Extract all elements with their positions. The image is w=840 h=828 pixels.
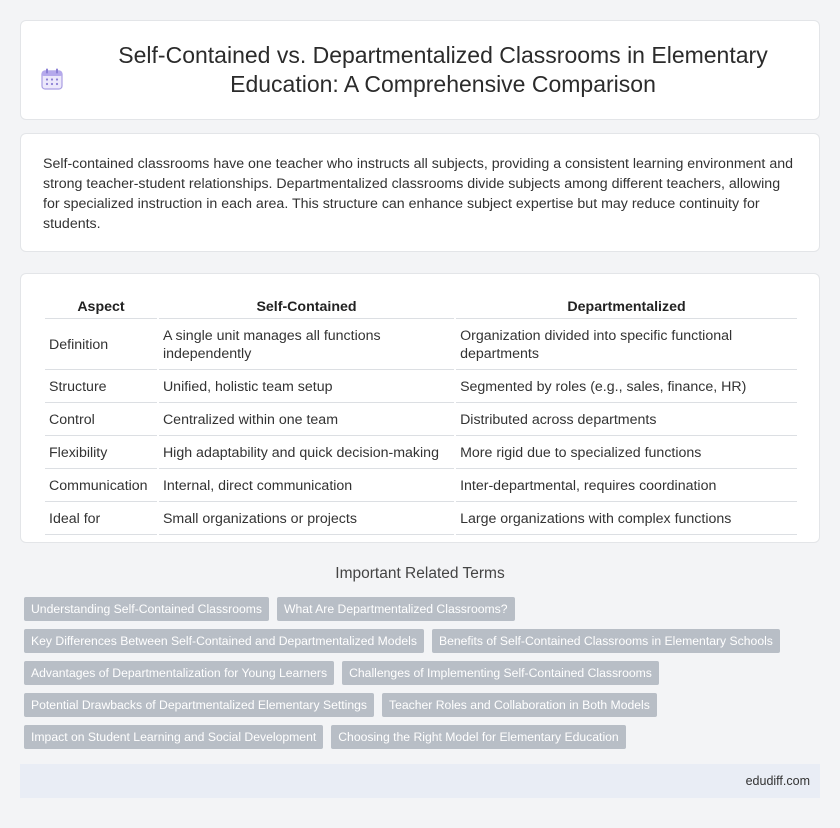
related-term-tag[interactable]: Benefits of Self-Contained Classrooms in Elementary Schools bbox=[432, 629, 780, 653]
related-term-tag[interactable]: Advantages of Departmentalization for Young Learners bbox=[24, 661, 334, 685]
title-card bbox=[20, 20, 820, 120]
table-cell-departmentalized: Organization divided into specific functional departments bbox=[456, 321, 797, 370]
table-header-row bbox=[45, 296, 797, 319]
table-cell-self-contained: High adaptability and quick decision-making bbox=[159, 438, 454, 469]
related-term-tag[interactable]: Potential Drawbacks of Departmentalized Elementary Settings bbox=[24, 693, 374, 717]
header-aspect: Aspect bbox=[45, 296, 157, 319]
table-cell-departmentalized: More rigid due to specialized functions bbox=[456, 438, 797, 469]
tag-row bbox=[24, 725, 820, 749]
table-cell-departmentalized: Distributed across departments bbox=[456, 405, 797, 436]
table-row bbox=[45, 504, 797, 535]
table-row bbox=[45, 405, 797, 436]
table-cell-self-contained: Small organizations or projects bbox=[159, 504, 454, 535]
tag-row bbox=[24, 597, 820, 621]
table-cell-departmentalized: Inter-departmental, requires coordination bbox=[456, 471, 797, 502]
table-cell-aspect: Definition bbox=[45, 321, 157, 370]
footer-site-link[interactable]: edudiff.com bbox=[745, 774, 810, 788]
table-cell-self-contained: A single unit manages all functions independently bbox=[159, 321, 454, 370]
table-cell-aspect: Ideal for bbox=[45, 504, 157, 535]
related-term-tag[interactable]: Impact on Student Learning and Social Development bbox=[24, 725, 323, 749]
table-row bbox=[45, 321, 797, 370]
related-term-tag[interactable]: What Are Departmentalized Classrooms? bbox=[277, 597, 515, 621]
calendar-icon bbox=[40, 67, 64, 91]
related-term-tag[interactable]: Choosing the Right Model for Elementary Education bbox=[331, 725, 625, 749]
page-title: Self-Contained vs. Departmentalized Classrooms in Elementary Education: A Comprehensive Comparison bbox=[118, 42, 768, 97]
tag-row bbox=[24, 693, 820, 717]
footer bbox=[20, 764, 820, 798]
table-row bbox=[45, 372, 797, 403]
related-term-tag[interactable]: Understanding Self-Contained Classrooms bbox=[24, 597, 269, 621]
comparison-table bbox=[43, 294, 799, 537]
table-cell-self-contained: Internal, direct communication bbox=[159, 471, 454, 502]
table-row bbox=[45, 471, 797, 502]
tag-row bbox=[24, 661, 820, 685]
table-cell-departmentalized: Large organizations with complex functions bbox=[456, 504, 797, 535]
table-row bbox=[45, 438, 797, 469]
header-departmentalized: Departmentalized bbox=[456, 296, 797, 319]
comparison-table-card bbox=[20, 273, 820, 543]
table-cell-aspect: Control bbox=[45, 405, 157, 436]
table-cell-aspect: Flexibility bbox=[45, 438, 157, 469]
related-term-tag[interactable]: Challenges of Implementing Self-Contained Classrooms bbox=[342, 661, 659, 685]
related-terms-title: Important Related Terms bbox=[335, 565, 505, 582]
table-cell-self-contained: Centralized within one team bbox=[159, 405, 454, 436]
title-wrap bbox=[40, 41, 800, 99]
table-cell-departmentalized: Segmented by roles (e.g., sales, finance, HR) bbox=[456, 372, 797, 403]
related-terms-tags bbox=[24, 597, 820, 757]
related-term-tag[interactable]: Teacher Roles and Collaboration in Both Models bbox=[382, 693, 657, 717]
header-self-contained: Self-Contained bbox=[159, 296, 454, 319]
related-term-tag[interactable]: Key Differences Between Self-Contained and Departmentalized Models bbox=[24, 629, 424, 653]
intro-card bbox=[20, 133, 820, 252]
intro-text: Self-contained classrooms have one teacher who instructs all subjects, providing a consistent learning environment and strong teacher-student relationships. Departmentalized classrooms divide subjects among different teachers, allowing for specialized instruction in each area. This structure can enhance subject expertise but may reduce continuity for students. bbox=[43, 156, 793, 232]
table-cell-aspect: Communication bbox=[45, 471, 157, 502]
tag-row bbox=[24, 629, 820, 653]
table-cell-aspect: Structure bbox=[45, 372, 157, 403]
table-cell-self-contained: Unified, holistic team setup bbox=[159, 372, 454, 403]
